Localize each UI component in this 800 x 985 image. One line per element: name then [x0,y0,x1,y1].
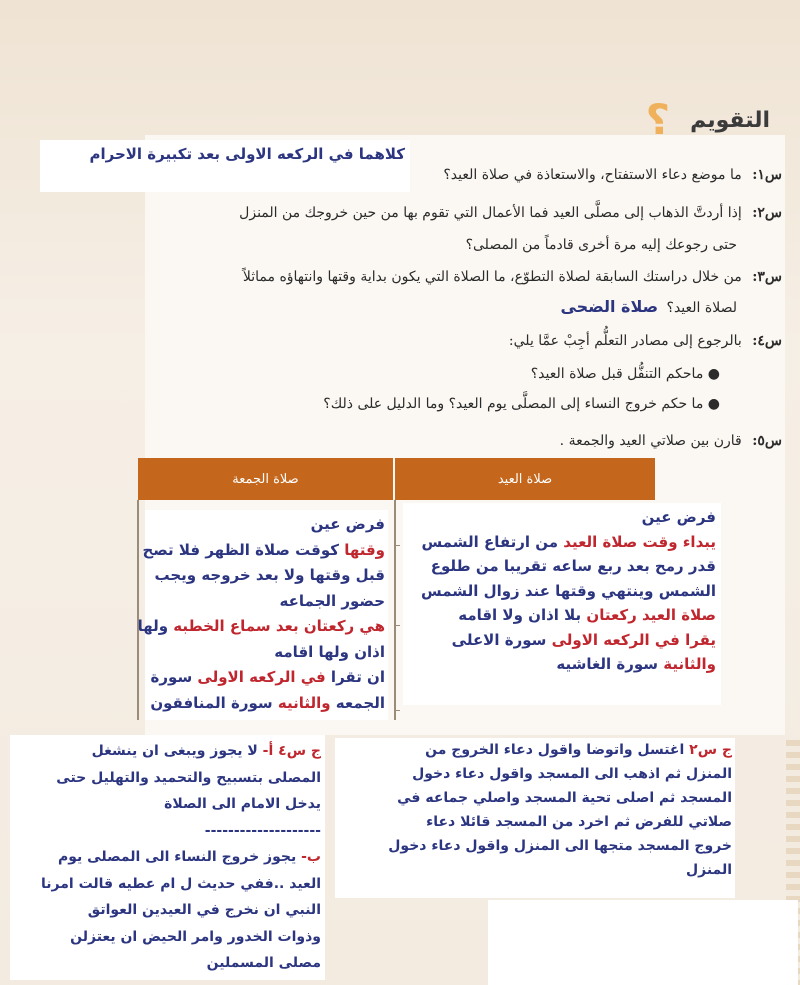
jumuah-line-segment: ولها [137,617,174,635]
answer-q4-line [14,818,321,845]
jumuah-line [147,640,385,666]
answer-q1: كلاهما في الركعه الاولى بعد تكبيرة الاحرام [89,145,405,163]
answer-q4-line-segment: ج س٤ أ- [262,743,321,759]
eid-line-segment: صلاة العيد ركعتان [586,606,716,624]
jumuah-line-segment: كوقت صلاة الظهر فلا تصح [142,540,345,559]
answer-q4-line [14,791,321,818]
eid-line-segment: بلا اذان ولا اقامه [458,606,587,624]
question-4-text: بالرجوع إلى مصادر التعلُّم أجِبْ عمَّا يلي: [508,333,742,349]
eid-line [408,554,716,579]
bullet-icon: ● [707,366,720,382]
answer-q2-line-segment: المنزل ثم اذهب الى المسجد واقول دعاء دخول [412,766,732,782]
answer-q2-line-segment: خروج المسجد متجها الى المنزل واقول دعاء دخول [388,838,732,854]
answer-q4-line-segment: النبي ان نخرج في العيدين العواتق [87,902,321,918]
jumuah-line [147,589,385,615]
answer-q2-line [340,786,732,810]
answer-q4-line-segment: مصلى المسملين [206,955,321,971]
table-tick [394,710,400,711]
answer-q4-line [14,844,321,871]
question-4-number: س٤: [752,333,782,349]
table-header-eid: صلاة العيد [395,458,655,500]
answer-q4-line-segment: وذوات الخدور وامر الحيض ان يعتزلن [70,928,321,945]
eid-line-segment: فرض عين [641,508,716,526]
question-3-number: س٣: [752,269,782,285]
jumuah-line-segment: فرض عين [310,515,385,533]
eid-line-segment: قدر رمح بعد ربع ساعه تقريبا من طلوع [430,557,716,575]
answer-q4-line [14,924,321,951]
answer-q4-line-segment: يدخل الامام الى الصلاة [164,796,321,812]
table-cell-jumuah [137,512,385,716]
jumuah-line-segment: سورة [150,668,198,686]
question-3-line1 [243,262,782,292]
question-1-text: ما موضع دعاء الاستفتاح، والاستعاذة في صلاة العيد؟ [443,167,742,183]
blank-area [488,900,798,985]
answer-q2-line-segment: المنزل [685,862,732,878]
jumuah-line [147,691,385,717]
eid-line [408,603,716,628]
jumuah-line-segment: وقتها [344,540,385,559]
answer-q4-line-segment: ب- [301,849,321,865]
jumuah-line-segment: الجمعه [330,693,385,712]
answer-q2 [340,738,732,882]
eid-line-segment: يقرا في الركعه الاولى [551,630,716,649]
jumuah-line [147,563,385,589]
question-mark-icon: ؟ [645,95,670,144]
answer-q4-line-segment: لا يجوز ويبغى ان ينشغل [91,743,263,759]
question-4-bullet-2: ● ما حكم خروج النساء إلى المصلَّى يوم العيد؟ وما الدليل على ذلك؟ [323,396,720,412]
answer-q4-line-segment: -------------------- [204,822,321,839]
question-2-text: إذا أردتَّ الذهاب إلى مصلَّى العيد فما الأعمال التي تقوم بها من حين خروجك من المنزل [239,205,742,221]
eid-line [408,652,716,677]
jumuah-line-segment: قبل وقتها ولا بعد خروجه ويجب [154,566,385,584]
jumuah-line-segment: ان تقرا [325,668,385,686]
jumuah-line-segment: والثانيه [277,693,331,712]
eid-line [408,505,716,530]
answer-q2-line-segment: المسجد ثم اصلى تحية المسجد واصلي جماعه في [397,790,732,806]
eid-line [408,579,716,604]
eid-line-segment: يبداء وقت صلاة العيد [563,532,716,551]
question-4 [509,326,782,356]
table-header-jumuah: صلاة الجمعة [138,458,393,500]
answer-q4 [14,738,321,977]
jumuah-line-segment: حضور الجماعه [279,591,385,610]
table-tick [394,545,400,546]
question-5-text: قارن بين صلاتي العيد والجمعة . [559,433,742,449]
answer-q2-line [340,858,732,882]
answer-q2-line-segment: صلاتي للفرض ثم اخرد من المسجد قائلا دعاء [426,814,732,830]
question-3-text-2: لصلاة العيد؟ [666,300,737,316]
question-2-line1 [239,198,782,228]
answer-q4-line-segment: يجوز خروج النساء الى المصلى يوم [58,849,302,865]
jumuah-line [147,665,385,691]
answer-q3: صلاة الضحى [560,297,659,316]
table-border-left [137,500,139,720]
answer-q2-line [340,834,732,858]
answer-q2-line-segment: ج س٢ [689,742,732,758]
question-1 [443,160,782,190]
table-tick [394,625,400,626]
answer-q4-line [14,871,321,898]
question-2-line2: حتى رجوعك إليه مرة أخرى قادماً من المصلى؟ [465,237,737,253]
question-1-number: س١: [752,167,782,183]
answer-q2-line [340,762,732,786]
jumuah-line-segment: اذان ولها اقامه [274,642,385,661]
eid-line-segment: سورة الغاشيه [556,655,664,673]
section-title: التقويم [690,108,770,133]
answer-q4-line [14,897,321,924]
jumuah-line-segment: سورة المنافقون [150,693,278,712]
answer-q4-line-segment: المصلى بتسبيح والتحميد والتهليل حتى [56,769,321,786]
table-border-middle [394,500,396,720]
eid-line-segment: والثانية [663,655,716,673]
question-5-number: س٥: [752,433,782,449]
eid-line-segment: الشمس وينتهي وقتها عند زوال الشمس [421,581,716,600]
question-2-number: س٢: [752,205,782,221]
answer-q2-line [340,810,732,834]
answer-q4-line [14,765,321,792]
eid-line [408,530,716,555]
answer-q2-line-segment: اغتسل واتوضا واقول دعاء الخروج من [425,742,690,758]
eid-line-segment: من ارتفاع الشمس [421,532,564,551]
answer-q4-line [14,738,321,765]
jumuah-line-segment: هي ركعتان بعد سماع الخطبه [173,617,385,635]
bullet-icon: ● [707,396,720,412]
question-3-text: من خلال دراستك السابقة لصلاة التطوّع، ما الصلاة التي يكون بداية وقتها وانتهاؤه مماثلاً [242,269,742,285]
jumuah-line [142,538,385,564]
question-3-line2 [560,292,737,323]
jumuah-line-segment: في الركعه الاولى [197,668,326,686]
eid-line-segment: سورة الاعلى [451,630,552,649]
eid-line [408,628,716,653]
jumuah-line [137,614,385,640]
answer-q2-line [340,738,732,762]
answer-q4-line-segment: العيد ..ففي حديث ل ام عطيه قالت امرنا [41,875,321,892]
answer-q4-line [14,950,321,977]
jumuah-line [147,512,385,538]
table-cell-eid [408,505,716,677]
question-4-bullet-1: ● ماحكم التنفُّل قبل صلاة العيد؟ [530,366,720,382]
question-5 [560,426,782,456]
